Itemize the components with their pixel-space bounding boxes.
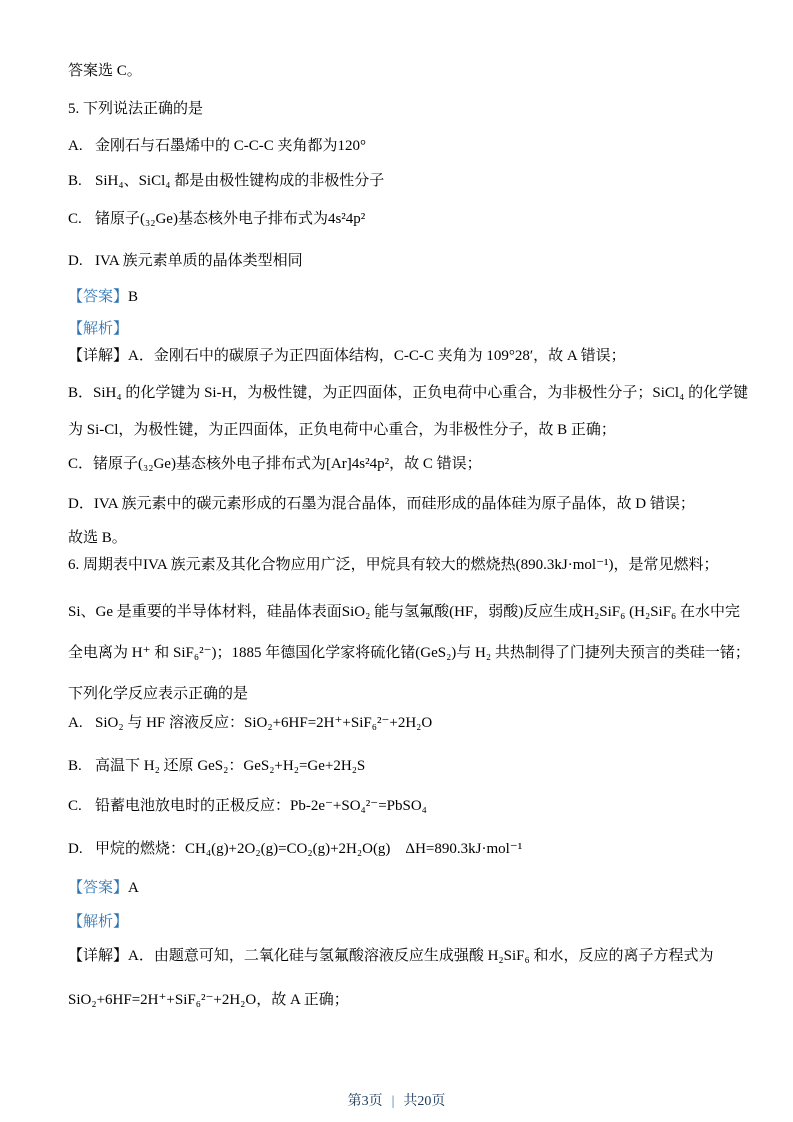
q6-option-a xyxy=(68,714,432,734)
q5-option-c xyxy=(68,210,365,230)
q5-answer-value: B xyxy=(128,289,139,305)
q6-answer-label: 【答案】 xyxy=(68,880,129,896)
q5-option-c-text: 锗原子(₃₂Ge)基态核外电子排布式为4s²4p² xyxy=(95,211,366,227)
q6-analysis-label: 【解析】 xyxy=(68,914,129,930)
footer-page-number: 第3页 xyxy=(347,1094,383,1109)
q6-option-c xyxy=(68,797,427,817)
q6-option-b xyxy=(68,757,365,777)
q6-answer-line xyxy=(68,879,139,899)
q5-detail-line-1 xyxy=(68,347,626,367)
q5-answer-label: 【答案】 xyxy=(68,289,129,305)
q5-option-b-label: B. xyxy=(68,173,82,189)
q5-option-d-text: IVA 族元素单质的晶体类型相同 xyxy=(95,253,303,269)
q6-stem-line-1: 6. 周期表中IVA 族元素及其化合物应用广泛，甲烷具有较大的燃烧热(890.3kJ·mol⁻¹)，是常见燃料； xyxy=(68,557,719,573)
q6-option-b-label: B. xyxy=(68,758,82,774)
q6-option-c-label: C. xyxy=(68,798,82,814)
q5-analysis-line xyxy=(68,320,128,340)
q6-analysis-line xyxy=(68,913,128,933)
q5-option-d xyxy=(68,252,303,272)
q6-stem-line-3: 全电离为 H⁺ 和 SiF₆²⁻)；1885 年德国化学家将硫化锗(GeS₂)与 H₂ 共热制得了门捷列夫预言的类硅一锗； xyxy=(68,645,750,661)
q5-analysis-label: 【解析】 xyxy=(68,321,129,337)
q5-conclusion-line: 故选 B。 xyxy=(68,530,127,546)
q5-answer-line xyxy=(68,288,138,308)
q6-detail-line-1 xyxy=(68,947,714,967)
q6-option-b-text: 高温下 H₂ 还原 GeS₂：GeS₂+H₂=Ge+2H₂S xyxy=(95,758,366,774)
q5-detail-line-4: C．锗原子(₃₂Ge)基态核外电子排布式为[Ar]4s²4p²，故 C 错误； xyxy=(68,456,482,472)
q5-option-a xyxy=(68,137,366,157)
q5-option-a-text: 金刚石与石墨烯中的 C-C-C 夹角都为120° xyxy=(95,138,367,154)
q5-detail-label: 【详解】 xyxy=(68,348,129,364)
q6-detail-label: 【详解】 xyxy=(68,948,129,964)
q6-option-c-text: 铅蓄电池放电时的正极反应：Pb-2e⁻+SO₄²⁻=PbSO₄ xyxy=(95,798,427,814)
q6-stem-line-2: Si、Ge 是重要的半导体材料，硅晶体表面SiO₂ 能与氢氟酸(HF，弱酸)反应生成H₂SiF₆ (H₂SiF₆ 在水中完 xyxy=(68,604,741,620)
q6-option-d xyxy=(68,840,522,860)
footer-separator: | xyxy=(391,1094,395,1109)
q6-stem-line-4: 下列化学反应表示正确的是 xyxy=(68,686,249,702)
q6-option-d-label: D. xyxy=(68,841,83,857)
q5-option-b xyxy=(68,172,384,192)
q6-option-a-label: A. xyxy=(68,715,83,731)
q5-option-a-label: A. xyxy=(68,138,83,154)
q5-detail-line-3: 为 Si-Cl，为极性键，为正四面体，正负电荷中心重合，为非极性分子，故 B 正确； xyxy=(68,422,616,438)
q6-detail-line-2: SiO₂+6HF=2H⁺+SiF₆²⁻+2H₂O，故 A 正确； xyxy=(68,992,349,1008)
q6-option-d-text: 甲烷的燃烧：CH₄(g)+2O₂(g)=CO₂(g)+2H₂O(g) ΔH=890.3kJ·mol⁻¹ xyxy=(95,841,523,857)
q5-option-b-text: SiH₄、SiCl₄ 都是由极性键构成的非极性分子 xyxy=(95,173,385,189)
q5-detail-line-2: B．SiH₄ 的化学键为 Si-H，为极性键，为正四面体，正负电荷中心重合，为非极性分子；SiCl₄ 的化学键 xyxy=(68,385,749,401)
q5-stem: 5. 下列说法正确的是 xyxy=(68,101,204,117)
q6-option-a-text: SiO₂ 与 HF 溶液反应：SiO₂+6HF=2H⁺+SiF₆²⁻+2H₂O xyxy=(95,715,433,731)
q6-detail-text-1: A．由题意可知，二氧化硅与氢氟酸溶液反应生成强酸 H₂SiF₆ 和水，反应的离子方程式为 xyxy=(128,948,714,964)
prev-answer-line: 答案选 C。 xyxy=(68,63,142,79)
q5-detail-line-5: D．IVA 族元素中的碳元素形成的石墨为混合晶体，而硅形成的晶体硅为原子晶体，故 D 错误； xyxy=(68,496,695,512)
footer-total-pages: 共20页 xyxy=(403,1094,446,1109)
page-footer xyxy=(0,1090,793,1110)
q5-option-d-label: D. xyxy=(68,253,83,269)
q5-detail-text-1: A．金刚石中的碳原子为正四面体结构，C-C-C 夹角为 109°28′，故 A 错误； xyxy=(128,348,626,364)
q5-option-c-label: C. xyxy=(68,211,82,227)
q6-answer-value: A xyxy=(128,880,139,896)
